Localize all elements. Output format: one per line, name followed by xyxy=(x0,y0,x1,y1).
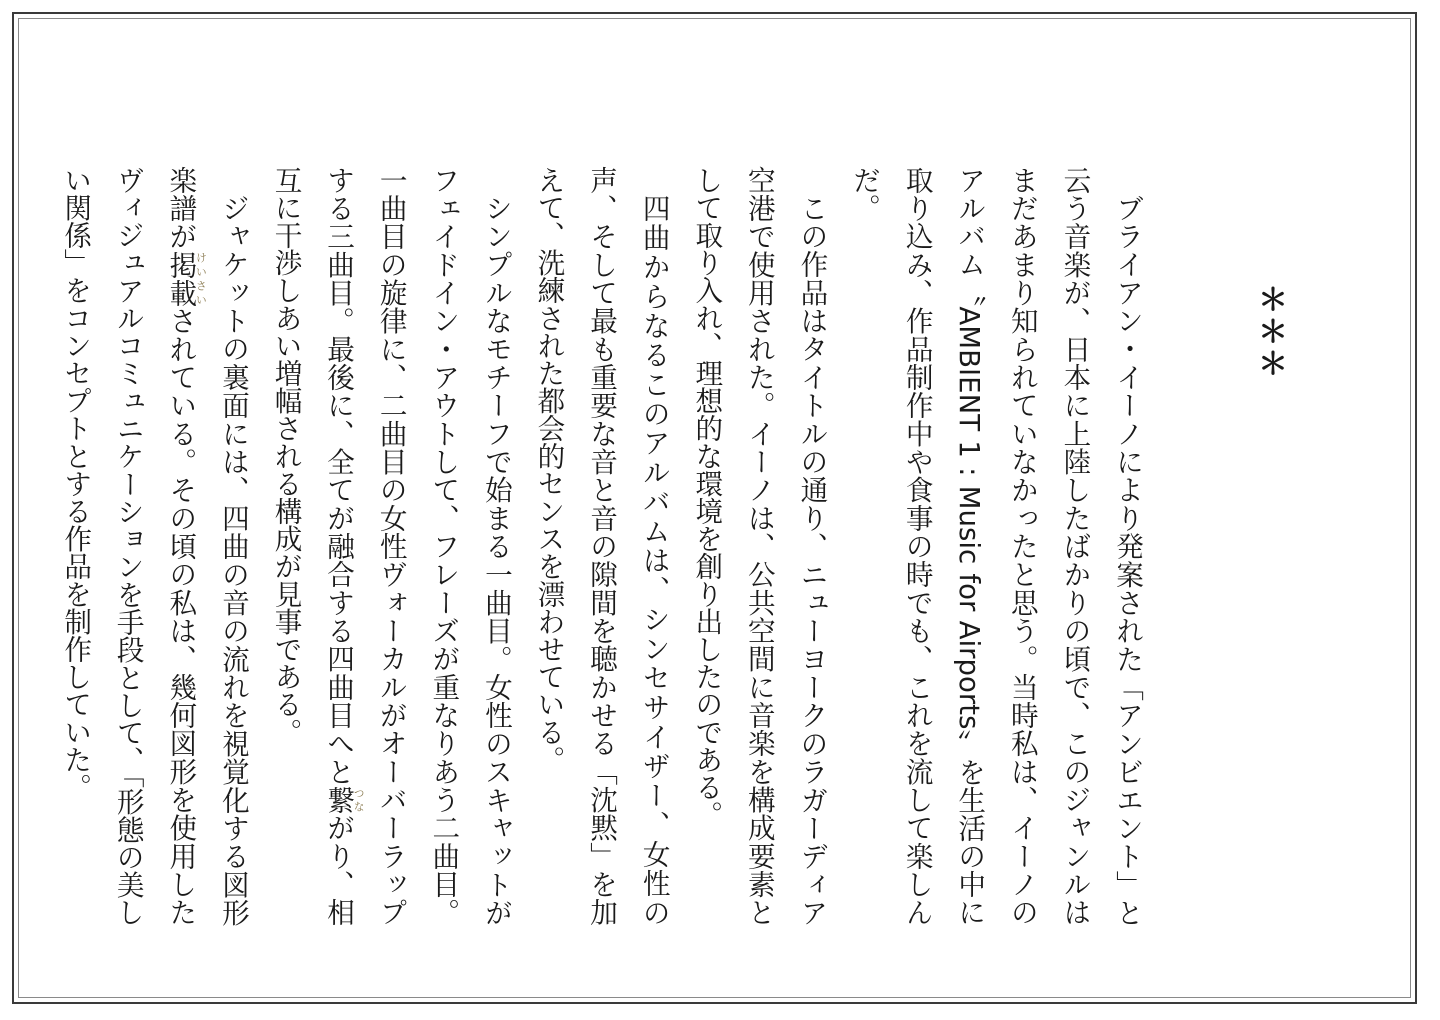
document-page xyxy=(12,12,1417,1004)
paragraph xyxy=(680,166,838,926)
paragraph xyxy=(259,166,522,926)
paragraph xyxy=(522,166,680,926)
paragraph xyxy=(49,166,259,926)
paragraph-text: ジャケットの裏面には、四曲の音の流れを視覚化する図形楽譜が xyxy=(164,166,250,926)
ruby-annotated-word: 掲載けいさい xyxy=(164,250,208,307)
article-body xyxy=(59,166,1153,926)
paragraph xyxy=(837,166,1153,926)
paragraph-text: シンプルなモチーフで始まる一曲目。女性のスキャットがフェイドイン・アウトして、フレーズが重なりあう二曲目。一曲目の旋律に、二曲目の女性ヴォーカルがオーバーラップする三曲目。最後に、全てが融合する四曲目へと xyxy=(322,166,513,926)
ruby-annotated-word: 繋つな xyxy=(322,785,366,814)
section-divider-mark: ＊＊＊ xyxy=(1252,284,1287,380)
furigana-reading: けいさい xyxy=(194,250,208,307)
paragraph-text: されている。その頃の私は、幾何図形を使用したヴィジュアルコミュニケーションを手段として、「形態の美しい関係」をコンセプトとする作品を制作していた。 xyxy=(59,166,198,926)
paragraph-text: がり、相互に干渉しあい増幅される構成が見事である。 xyxy=(269,166,356,926)
furigana-reading: つな xyxy=(352,785,366,814)
paragraph-text: ブライアン・イーノにより発案された「アンビエント」と云う音楽が、日本に上陸したばかりの頃で、このジャンルはまだあまり知られていなかったと思う。当時私は、イーノのアルバム〝AMBIENT 1 : Music for Airports〟を生活の中に取り込み、作品制作中や食事の時でも、これを流して楽しんだ。 xyxy=(848,166,1144,926)
paragraph-text: 四曲からなるこのアルバムは、シンセサイザー、女性の声、そして最も重要な音と音の隙間を聴かせる「沈黙」を加えて、洗練された都会的センスを漂わせている。 xyxy=(532,166,671,926)
paragraph-text: この作品はタイトルの通り、ニューヨークのラガーディア空港で使用された。イーノは、公共空間に音楽を構成要素として取り入れ、理想的な環境を創り出したのである。 xyxy=(690,166,829,926)
